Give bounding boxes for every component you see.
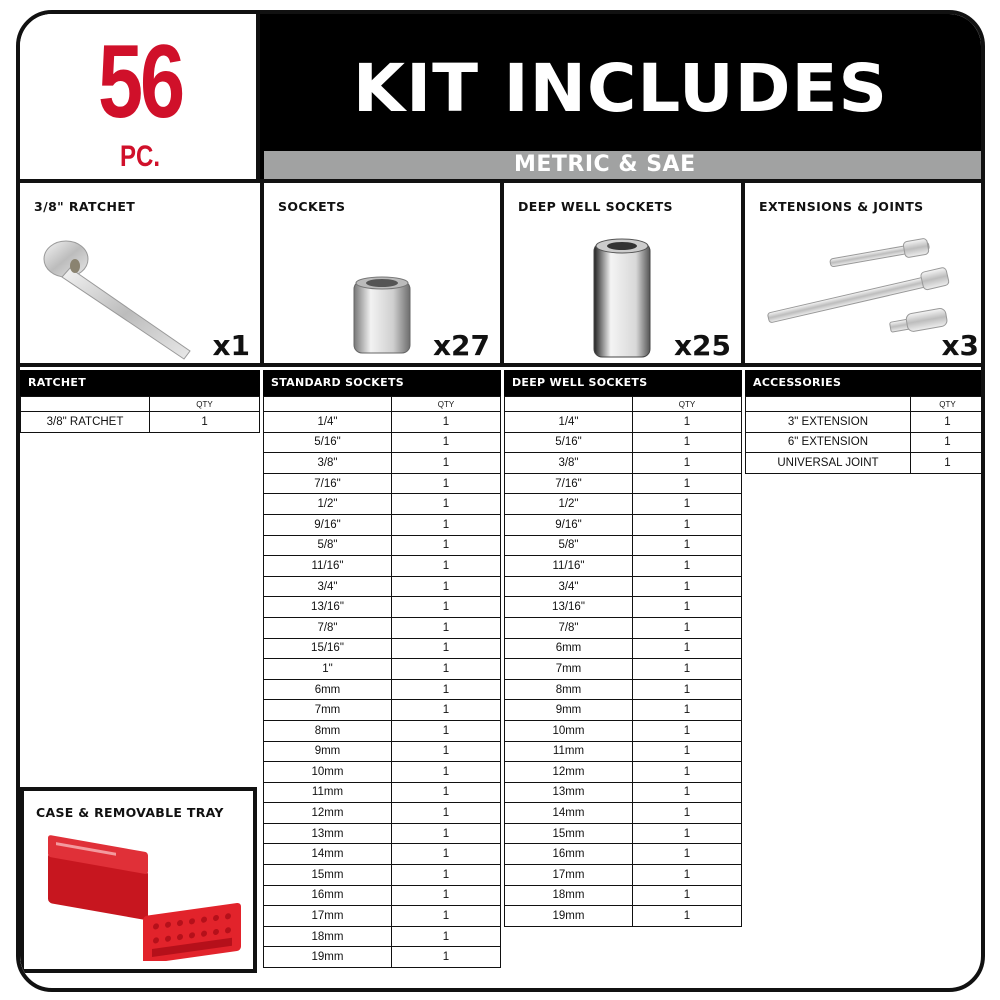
tile-count: x27 <box>432 329 490 362</box>
qty-cell: 1 <box>632 576 741 597</box>
qty-cell: 1 <box>391 659 500 680</box>
qty-cell: 1 <box>632 803 741 824</box>
table-title: STANDARD SOCKETS <box>263 370 501 396</box>
case-label: CASE & REMOVABLE TRAY <box>36 805 224 820</box>
item-cell: 15mm <box>264 865 392 886</box>
qty-cell: 1 <box>910 432 984 453</box>
item-cell: 13/16" <box>505 597 633 618</box>
item-cell: 1/4" <box>505 412 633 433</box>
qty-cell: 1 <box>632 885 741 906</box>
table-title: RATCHET <box>20 370 260 396</box>
table-row <box>264 762 501 783</box>
table-row <box>505 720 742 741</box>
item-cell: 7/16" <box>264 473 392 494</box>
qty-cell: 1 <box>391 762 500 783</box>
item-cell: 5/16" <box>264 432 392 453</box>
tile-count: x1 <box>212 329 250 362</box>
qty-cell: 1 <box>391 906 500 927</box>
item-cell: 11mm <box>505 741 633 762</box>
qty-cell: 1 <box>910 412 984 433</box>
qty-cell: 1 <box>391 432 500 453</box>
table-row <box>505 741 742 762</box>
item-cell: 7/8" <box>505 617 633 638</box>
table-row <box>264 617 501 638</box>
qty-header: QTY <box>391 397 500 412</box>
table-row <box>505 844 742 865</box>
item-cell: 19mm <box>264 947 392 968</box>
qty-cell: 1 <box>391 494 500 515</box>
deep-well-sockets-grid <box>504 396 742 927</box>
item-cell: 7mm <box>505 659 633 680</box>
item-cell: 14mm <box>264 844 392 865</box>
table-row <box>505 679 742 700</box>
table-row <box>505 885 742 906</box>
ratchet-table <box>20 370 260 433</box>
qty-header: QTY <box>150 397 260 412</box>
item-cell: 3/4" <box>264 576 392 597</box>
qty-cell: 1 <box>632 906 741 927</box>
item-cell: 15/16" <box>264 638 392 659</box>
qty-cell: 1 <box>391 514 500 535</box>
table-row <box>505 906 742 927</box>
tile-deep-well-sockets <box>504 183 741 363</box>
table-row <box>264 679 501 700</box>
table-row <box>505 453 742 474</box>
table-row <box>505 823 742 844</box>
table-row <box>264 535 501 556</box>
table-row <box>264 494 501 515</box>
table-row <box>264 597 501 618</box>
item-cell: 13/16" <box>264 597 392 618</box>
item-cell: 11/16" <box>264 556 392 577</box>
table-row <box>505 473 742 494</box>
item-cell: 8mm <box>264 720 392 741</box>
tile-label: 3/8" RATCHET <box>34 199 136 214</box>
ratchet-table-grid <box>20 396 260 433</box>
table-row <box>264 453 501 474</box>
table-row <box>264 885 501 906</box>
qty-cell: 1 <box>632 720 741 741</box>
qty-cell: 1 <box>910 453 984 474</box>
qty-cell: 1 <box>632 432 741 453</box>
qty-cell: 1 <box>391 617 500 638</box>
subtitle-bar <box>264 151 981 179</box>
qty-cell: 1 <box>632 412 741 433</box>
table-row <box>505 803 742 824</box>
item-cell: 3/8" <box>505 453 633 474</box>
table-row <box>505 659 742 680</box>
table-row <box>746 432 985 453</box>
table-row <box>264 926 501 947</box>
deep-well-sockets-table <box>504 370 742 927</box>
item-cell: 7mm <box>264 700 392 721</box>
accessories-grid <box>745 396 985 474</box>
item-cell: 18mm <box>264 926 392 947</box>
item-cell: 13mm <box>264 823 392 844</box>
extensions-image <box>755 233 955 333</box>
item-cell: 1" <box>264 659 392 680</box>
qty-header: QTY <box>910 397 984 412</box>
qty-cell: 1 <box>391 597 500 618</box>
qty-cell: 1 <box>632 659 741 680</box>
deep-well-socket-image <box>592 237 652 359</box>
tile-count: x25 <box>673 329 731 362</box>
qty-cell: 1 <box>150 412 260 433</box>
table-row <box>505 494 742 515</box>
item-cell: 3/4" <box>505 576 633 597</box>
item-cell: 3" EXTENSION <box>746 412 911 433</box>
qty-cell: 1 <box>632 700 741 721</box>
qty-cell: 1 <box>632 782 741 803</box>
qty-cell: 1 <box>391 823 500 844</box>
tile-count: x3 <box>941 329 979 362</box>
qty-cell: 1 <box>391 865 500 886</box>
item-cell: 5/8" <box>264 535 392 556</box>
qty-cell: 1 <box>391 679 500 700</box>
qty-cell: 1 <box>632 514 741 535</box>
qty-cell: 1 <box>391 473 500 494</box>
table-row <box>746 412 985 433</box>
item-cell: 7/8" <box>264 617 392 638</box>
table-row <box>264 473 501 494</box>
qty-cell: 1 <box>632 679 741 700</box>
table-row <box>505 412 742 433</box>
item-header <box>21 397 150 412</box>
table-title: ACCESSORIES <box>745 370 985 396</box>
table-row <box>264 823 501 844</box>
table-row <box>505 700 742 721</box>
table-row <box>505 762 742 783</box>
qty-cell: 1 <box>632 597 741 618</box>
qty-cell: 1 <box>391 412 500 433</box>
item-cell: 5/16" <box>505 432 633 453</box>
table-row <box>264 576 501 597</box>
item-cell: 19mm <box>505 906 633 927</box>
qty-cell: 1 <box>391 720 500 741</box>
qty-cell: 1 <box>632 844 741 865</box>
qty-cell: 1 <box>391 885 500 906</box>
qty-cell: 1 <box>391 844 500 865</box>
qty-cell: 1 <box>391 803 500 824</box>
item-cell: 9/16" <box>505 514 633 535</box>
item-cell: 11/16" <box>505 556 633 577</box>
table-row <box>505 556 742 577</box>
case-and-tray-image <box>38 831 248 961</box>
qty-cell: 1 <box>391 926 500 947</box>
table-row <box>746 453 985 474</box>
item-cell: 12mm <box>264 803 392 824</box>
item-cell: 3/8" <box>264 453 392 474</box>
tile-ratchet <box>20 183 260 363</box>
item-cell: 18mm <box>505 885 633 906</box>
table-row <box>505 432 742 453</box>
item-cell: 8mm <box>505 679 633 700</box>
table-row <box>264 906 501 927</box>
item-cell: 13mm <box>505 782 633 803</box>
table-row <box>264 865 501 886</box>
qty-cell: 1 <box>391 535 500 556</box>
tile-label: DEEP WELL SOCKETS <box>518 199 673 214</box>
qty-cell: 1 <box>391 947 500 968</box>
item-cell: 10mm <box>505 720 633 741</box>
page-title: KIT INCLUDES <box>352 50 889 127</box>
qty-cell: 1 <box>391 741 500 762</box>
item-cell: 16mm <box>505 844 633 865</box>
piece-unit: PC. <box>119 140 160 173</box>
item-cell: 1/2" <box>264 494 392 515</box>
table-row <box>505 638 742 659</box>
standard-sockets-table <box>263 370 501 968</box>
table-row <box>264 514 501 535</box>
table-row <box>264 803 501 824</box>
table-row <box>264 844 501 865</box>
table-title: DEEP WELL SOCKETS <box>504 370 742 396</box>
table-row <box>264 432 501 453</box>
qty-header: QTY <box>632 397 741 412</box>
item-cell: 9mm <box>264 741 392 762</box>
tile-sockets <box>264 183 500 363</box>
qty-cell: 1 <box>632 865 741 886</box>
table-row <box>264 638 501 659</box>
qty-cell: 1 <box>632 638 741 659</box>
item-cell: 15mm <box>505 823 633 844</box>
subtitle: METRIC & SAE <box>514 152 696 177</box>
item-cell: 1/2" <box>505 494 633 515</box>
table-row <box>264 412 501 433</box>
table-row <box>505 597 742 618</box>
item-cell: 11mm <box>264 782 392 803</box>
item-cell: 10mm <box>264 762 392 783</box>
table-row <box>264 947 501 968</box>
tile-extensions-joints <box>745 183 985 363</box>
item-cell: 1/4" <box>264 412 392 433</box>
piece-count-box <box>20 14 260 179</box>
kit-includes-card <box>16 10 985 992</box>
accessories-table <box>745 370 985 474</box>
qty-cell: 1 <box>391 700 500 721</box>
table-row <box>264 782 501 803</box>
table-row <box>264 700 501 721</box>
table-row <box>505 617 742 638</box>
qty-cell: 1 <box>632 617 741 638</box>
item-cell: 16mm <box>264 885 392 906</box>
qty-cell: 1 <box>632 823 741 844</box>
standard-sockets-grid <box>263 396 501 968</box>
qty-cell: 1 <box>632 473 741 494</box>
table-row <box>505 535 742 556</box>
table-row <box>264 659 501 680</box>
tile-label: EXTENSIONS & JOINTS <box>759 199 924 214</box>
table-row <box>264 720 501 741</box>
item-cell: 9mm <box>505 700 633 721</box>
case-tile <box>20 787 257 973</box>
qty-cell: 1 <box>632 556 741 577</box>
item-cell: 3/8" RATCHET <box>21 412 150 433</box>
table-row <box>21 412 260 433</box>
table-row <box>264 556 501 577</box>
qty-cell: 1 <box>632 741 741 762</box>
item-header <box>746 397 911 412</box>
qty-cell: 1 <box>391 638 500 659</box>
qty-cell: 1 <box>391 556 500 577</box>
qty-cell: 1 <box>391 453 500 474</box>
qty-cell: 1 <box>632 494 741 515</box>
item-cell: 6mm <box>264 679 392 700</box>
table-row <box>505 514 742 535</box>
item-cell: 6mm <box>505 638 633 659</box>
qty-cell: 1 <box>632 535 741 556</box>
item-cell: 12mm <box>505 762 633 783</box>
item-header <box>264 397 392 412</box>
qty-cell: 1 <box>391 576 500 597</box>
qty-cell: 1 <box>632 453 741 474</box>
item-cell: 9/16" <box>264 514 392 535</box>
tile-label: SOCKETS <box>278 199 346 214</box>
table-row <box>505 782 742 803</box>
table-row <box>505 576 742 597</box>
item-cell: UNIVERSAL JOINT <box>746 453 911 474</box>
table-row <box>505 865 742 886</box>
item-cell: 6" EXTENSION <box>746 432 911 453</box>
item-cell: 17mm <box>264 906 392 927</box>
qty-cell: 1 <box>632 762 741 783</box>
item-cell: 14mm <box>505 803 633 824</box>
item-header <box>505 397 633 412</box>
piece-count: 56 <box>98 24 182 140</box>
item-cell: 5/8" <box>505 535 633 556</box>
qty-cell: 1 <box>391 782 500 803</box>
item-cell: 7/16" <box>505 473 633 494</box>
item-cell: 17mm <box>505 865 633 886</box>
ratchet-image <box>40 233 200 363</box>
socket-image <box>352 275 412 355</box>
table-row <box>264 741 501 762</box>
